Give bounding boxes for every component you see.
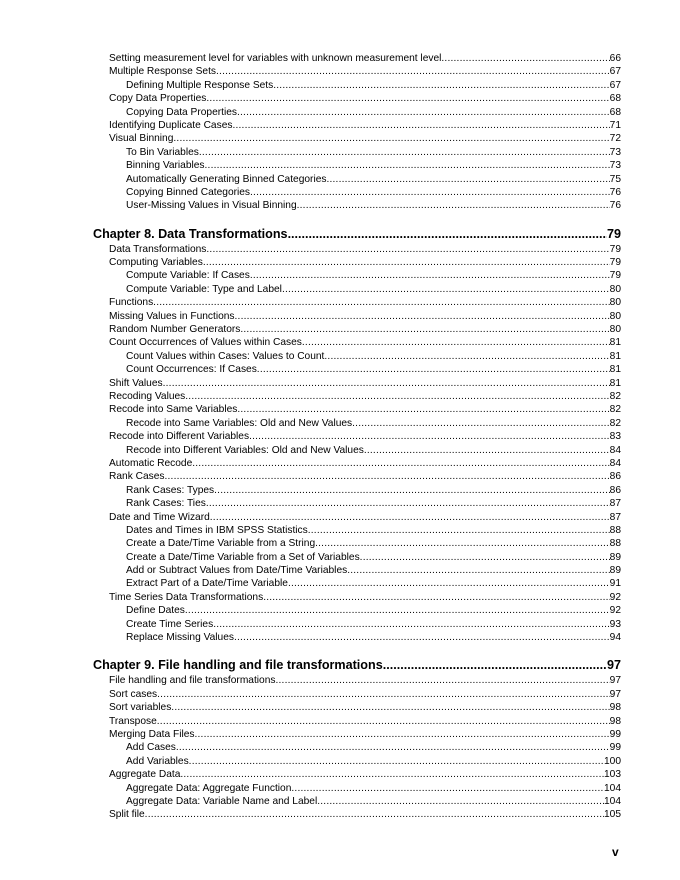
toc-entry-page: 81 [609,364,621,376]
dot-leader [157,688,610,701]
toc-entry-page: 73 [609,146,621,158]
toc-entry-title: Add Cases [126,742,176,754]
dot-leader [206,243,609,256]
dot-leader [360,551,610,564]
dot-leader [273,79,609,92]
toc-entry-title: Chapter 8. Data Transformations [93,226,288,241]
toc-entry-title: Recode into Different Variables [109,431,250,443]
toc-entry-title: Copy Data Properties [109,93,207,105]
toc-entry-page: 80 [609,297,621,309]
toc-entry[interactable] [93,701,621,714]
toc-entry[interactable] [93,484,621,497]
toc-entry-title: Rank Cases: Ties [126,498,206,510]
toc-entry-title: Recode into Same Variables: Old and New Values [126,417,353,429]
toc-entry-title: Time Series Data Transformations [109,591,264,603]
toc-entry-page: 86 [609,484,621,496]
toc-entry[interactable] [93,377,621,390]
toc-entry-title: Recode into Different Variables: Old and New Values [126,444,364,456]
toc-entry[interactable] [93,256,621,269]
toc-entry-title: Functions [109,297,154,309]
toc-entry-title: Split file [109,809,145,821]
toc-entry-title: Replace Missing Values [126,632,234,644]
toc-entry-page: 79 [609,257,621,269]
toc-entry[interactable] [93,269,621,282]
toc-entry-page: 88 [609,538,621,550]
dot-leader [235,310,610,323]
toc-entry-title: Defining Multiple Response Sets [126,79,274,91]
dot-leader [180,768,604,781]
dot-leader [324,350,609,363]
toc-entry-page: 67 [609,66,621,78]
toc-entry-title: Count Occurrences: If Cases [126,364,257,376]
dot-leader [308,524,610,537]
toc-entry-page: 99 [609,742,621,754]
toc-entry[interactable] [93,577,621,590]
toc-entry-title: Missing Values in Functions [109,310,235,322]
toc-entry-title: Transpose [109,715,157,727]
toc-entry-page: 68 [609,106,621,118]
toc-entry-title: Count Values within Cases: Values to Count [126,350,325,362]
toc-entry[interactable] [93,457,621,470]
toc-entry-page: 92 [609,605,621,617]
toc-entry-page: 89 [609,565,621,577]
toc-entry-title: File handling and file transformations [109,675,276,687]
dot-leader [250,186,610,199]
dot-leader [176,741,610,754]
toc-entry-page: 81 [609,377,621,389]
toc-entry-page: 82 [609,390,621,402]
toc-entry-page: 79 [609,243,621,255]
toc-entry[interactable] [93,173,621,186]
toc-entry-page: 97 [609,688,621,700]
toc-entry-title: Count Occurrences of Values within Cases [109,337,302,349]
toc-entry[interactable] [93,106,621,119]
dot-leader [199,146,610,159]
dot-leader [302,336,610,349]
toc-entry-title: User-Missing Values in Visual Binning [126,200,297,212]
toc-entry-page: 94 [609,632,621,644]
toc-entry[interactable] [93,808,621,821]
dot-leader [276,674,610,687]
toc-entry-page: 104 [604,795,621,807]
toc-entry[interactable] [93,728,621,741]
toc-entry-page: 82 [609,404,621,416]
toc-entry-title: Multiple Response Sets [109,66,217,78]
toc-entry-title: Add Variables [126,755,189,767]
toc-entry-page: 93 [609,618,621,630]
toc-entry-page: 87 [609,511,621,523]
dot-leader [165,470,610,483]
toc-entry-title: Rank Cases [109,471,165,483]
dot-leader [214,484,610,497]
toc-entry-title: Binning Variables [126,160,205,172]
toc-entry-page: 82 [609,417,621,429]
toc-entry[interactable] [93,417,621,430]
toc-entry[interactable] [93,323,621,336]
toc-entry[interactable] [93,591,621,604]
toc-entry-page: 99 [609,728,621,740]
toc-entry-page: 91 [609,578,621,590]
toc-entry-title: Merging Data Files [109,728,195,740]
toc-entry-page: 68 [609,93,621,105]
toc-entry-title: To Bin Variables [126,146,199,158]
dot-leader [195,728,610,741]
toc-entry-page: 89 [609,551,621,563]
toc-entry-title: Copying Binned Categories [126,186,251,198]
toc-entry-title: Add or Subtract Values from Date/Time Variables [126,565,348,577]
toc-entry[interactable] [93,243,621,256]
toc-entry-title: Aggregate Data [109,769,181,781]
toc-entry-page: 76 [609,186,621,198]
toc-entry-page: 92 [609,591,621,603]
toc-entry[interactable] [93,755,621,768]
dot-leader [206,497,610,510]
dot-leader [153,296,609,309]
toc-entry-title: Date and Time Wizard [109,511,210,523]
toc-entry-page: 73 [609,160,621,172]
toc-entry-page: 72 [609,133,621,145]
toc-entry-page: 97 [609,675,621,687]
toc-entry-page: 84 [609,444,621,456]
dot-leader [315,537,610,550]
dot-leader [288,226,607,243]
toc-entry[interactable] [93,119,621,132]
toc-entry[interactable] [93,674,621,687]
toc-chapter-heading[interactable] [93,226,621,243]
toc-entry-title: Define Dates [126,605,185,617]
dot-leader [171,701,609,714]
toc-entry-title: Automatically Generating Binned Categories [126,173,327,185]
dot-leader [185,390,609,403]
toc-entry-title: Aggregate Data: Variable Name and Label [126,795,318,807]
toc-entry[interactable] [93,564,621,577]
toc-entry-page: 84 [609,457,621,469]
toc-entry-title: Chapter 9. File handling and file transformations [93,658,383,673]
dot-leader [185,604,610,617]
toc-entry[interactable] [93,283,621,296]
toc-entry-page: 80 [609,310,621,322]
toc-entry-title: Create a Date/Time Variable from a String [126,538,316,550]
toc-entry-page: 104 [604,782,621,794]
toc-entry[interactable] [93,390,621,403]
dot-leader [237,403,609,416]
toc-entry-page: 80 [609,283,621,295]
toc-entry-title: Create Time Series [126,618,214,630]
toc-entry[interactable] [93,350,621,363]
toc-entry[interactable] [93,363,621,376]
toc-entry-page: 81 [609,337,621,349]
dot-leader [189,755,604,768]
toc-entry-page: 76 [609,200,621,212]
toc-entry[interactable] [93,296,621,309]
toc-entry-title: Identifying Duplicate Cases [109,119,233,131]
dot-leader [234,631,610,644]
toc-entry-title: Shift Values [109,377,163,389]
dot-leader [352,417,610,430]
toc-entry-title: Recode into Same Variables [109,404,238,416]
dot-leader [203,256,610,269]
dot-leader [205,159,610,172]
toc-entry-title: Create a Date/Time Variable from a Set of Variables [126,551,360,563]
toc-entry[interactable] [93,715,621,728]
toc-entry[interactable] [93,795,621,808]
dot-leader [364,444,610,457]
toc-entry-title: Compute Variable: Type and Label [126,283,282,295]
toc-entry-title: Copying Data Properties [126,106,237,118]
toc-entry-title: Extract Part of a Date/Time Variable [126,578,288,590]
toc-entry-title: Computing Variables [109,257,203,269]
toc-entry[interactable] [93,444,621,457]
dot-leader [297,199,610,212]
toc-entry-title: Visual Binning [109,133,174,145]
toc-entry[interactable] [93,132,621,145]
toc-entry-page: 67 [609,79,621,91]
toc-entry[interactable] [93,524,621,537]
toc-entry-page: 83 [609,431,621,443]
toc-entry[interactable] [93,688,621,701]
toc-entry[interactable] [93,52,621,65]
toc-entry[interactable] [93,604,621,617]
dot-leader [145,808,604,821]
toc-entry[interactable] [93,782,621,795]
toc-entry[interactable] [93,537,621,550]
dot-leader [288,577,610,590]
dot-leader [213,618,609,631]
toc-entry-title: Random Number Generators [109,324,241,336]
dot-leader [347,564,609,577]
toc-entry[interactable] [93,186,621,199]
dot-leader [291,782,604,795]
toc-entry[interactable] [93,146,621,159]
dot-leader [210,511,610,524]
toc-entry-page: 88 [609,524,621,536]
dot-leader [383,657,607,674]
toc-entry[interactable] [93,551,621,564]
dot-leader [441,52,609,65]
dot-leader [157,715,610,728]
toc-entry-page: 66 [609,53,621,64]
toc-entry-title: Recoding Values [109,390,186,402]
toc-entry-page: 98 [609,702,621,714]
dot-leader [240,323,609,336]
toc-entry-page: 98 [609,715,621,727]
dot-leader [192,457,609,470]
toc-entry-page: 87 [609,498,621,510]
dot-leader [249,430,610,443]
dot-leader [257,363,610,376]
page-number: v [612,845,619,859]
toc-entry[interactable] [93,336,621,349]
dot-leader [206,92,609,105]
toc-entry-title: Compute Variable: If Cases [126,270,250,282]
toc-entry[interactable] [93,511,621,524]
toc-entry-page: 97 [606,658,621,673]
toc-entry-page: 79 [606,226,621,241]
dot-leader [282,283,610,296]
toc-entry-page: 105 [604,809,621,821]
toc-entry[interactable] [93,92,621,105]
toc-entry-page: 79 [609,270,621,282]
toc-entry-page: 80 [609,324,621,336]
toc-entry-page: 75 [609,173,621,185]
toc-entry[interactable] [93,310,621,323]
dot-leader [232,119,609,132]
toc-entry-page: 86 [609,471,621,483]
toc-entry[interactable] [93,403,621,416]
toc-entry-title: Automatic Recode [109,457,193,469]
toc-entry-page: 100 [604,755,621,767]
dot-leader [216,65,610,78]
toc-entry-title: Sort variables [109,702,172,714]
dot-leader [237,106,610,119]
toc-entry[interactable] [93,631,621,644]
toc-entry[interactable] [93,497,621,510]
toc-entry-title: Setting measurement level for variables with unknown measurement level [109,53,442,64]
table-of-contents [93,52,621,822]
toc-entry[interactable] [93,159,621,172]
toc-chapter-heading[interactable] [93,657,621,674]
toc-entry[interactable] [93,470,621,483]
dot-leader [250,269,610,282]
toc-entry[interactable] [93,430,621,443]
toc-entry-title: Rank Cases: Types [126,484,215,496]
toc-entry-page: 81 [609,350,621,362]
toc-entry[interactable] [93,199,621,212]
toc-entry[interactable] [93,618,621,631]
dot-leader [317,795,604,808]
dot-leader [163,377,610,390]
dot-leader [263,591,609,604]
toc-entry-title: Dates and Times in IBM SPSS Statistics [126,524,308,536]
toc-entry[interactable] [93,79,621,92]
toc-entry-page: 103 [604,769,621,781]
toc-entry-title: Data Transformations [109,243,207,255]
dot-leader [326,173,609,186]
toc-entry-title: Sort cases [109,688,158,700]
toc-entry-title: Aggregate Data: Aggregate Function [126,782,292,794]
toc-entry[interactable] [93,768,621,781]
toc-entry-page: 71 [609,119,621,131]
toc-entry[interactable] [93,741,621,754]
dot-leader [173,132,609,145]
toc-entry[interactable] [93,65,621,78]
